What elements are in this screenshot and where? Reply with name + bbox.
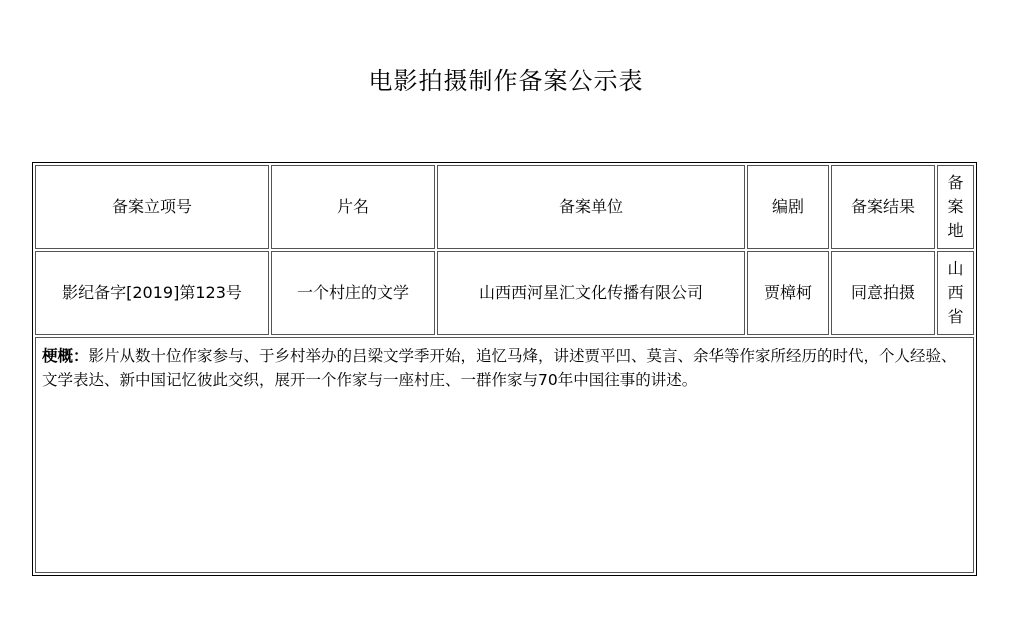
- header-screenwriter: 编剧: [747, 165, 829, 249]
- table-header-row: [35, 165, 974, 249]
- header-region: [937, 165, 974, 249]
- synopsis-row: [35, 337, 974, 573]
- cell-region-char: 西: [947, 283, 964, 302]
- cell-region-char: 省: [947, 307, 964, 326]
- header-result: 备案结果: [831, 165, 935, 249]
- header-record-no: 备案立项号: [35, 165, 269, 249]
- cell-record-no: 影纪备字[2019]第123号: [35, 251, 269, 335]
- header-region-char: 案: [947, 197, 964, 216]
- header-unit: 备案单位: [437, 165, 745, 249]
- synopsis-label: 梗概：: [42, 347, 89, 365]
- header-film-name: 片名: [271, 165, 435, 249]
- cell-result: 同意拍摄: [831, 251, 935, 335]
- cell-region-char: 山: [947, 259, 964, 278]
- cell-region: [937, 251, 974, 335]
- table-row: [35, 251, 974, 335]
- record-table: [32, 162, 977, 576]
- cell-unit: 山西西河星汇文化传播有限公司: [437, 251, 745, 335]
- synopsis-cell: [35, 337, 974, 573]
- page-title: 电影拍摄制作备案公示表: [368, 67, 644, 95]
- header-region-char: 备: [947, 173, 964, 192]
- cell-screenwriter: 贾樟柯: [747, 251, 829, 335]
- header-region-char: 地: [947, 221, 964, 240]
- synopsis-text: 影片从数十位作家参与、于乡村举办的吕梁文学季开始，追忆马烽，讲述贾平凹、莫言、余华等作家所经历的时代，个人经验、文学表达、新中国记忆彼此交织，展开一个作家与一座村庄、一群作家与70年中国往事的讲述。: [42, 347, 957, 389]
- cell-film-name: 一个村庄的文学: [271, 251, 435, 335]
